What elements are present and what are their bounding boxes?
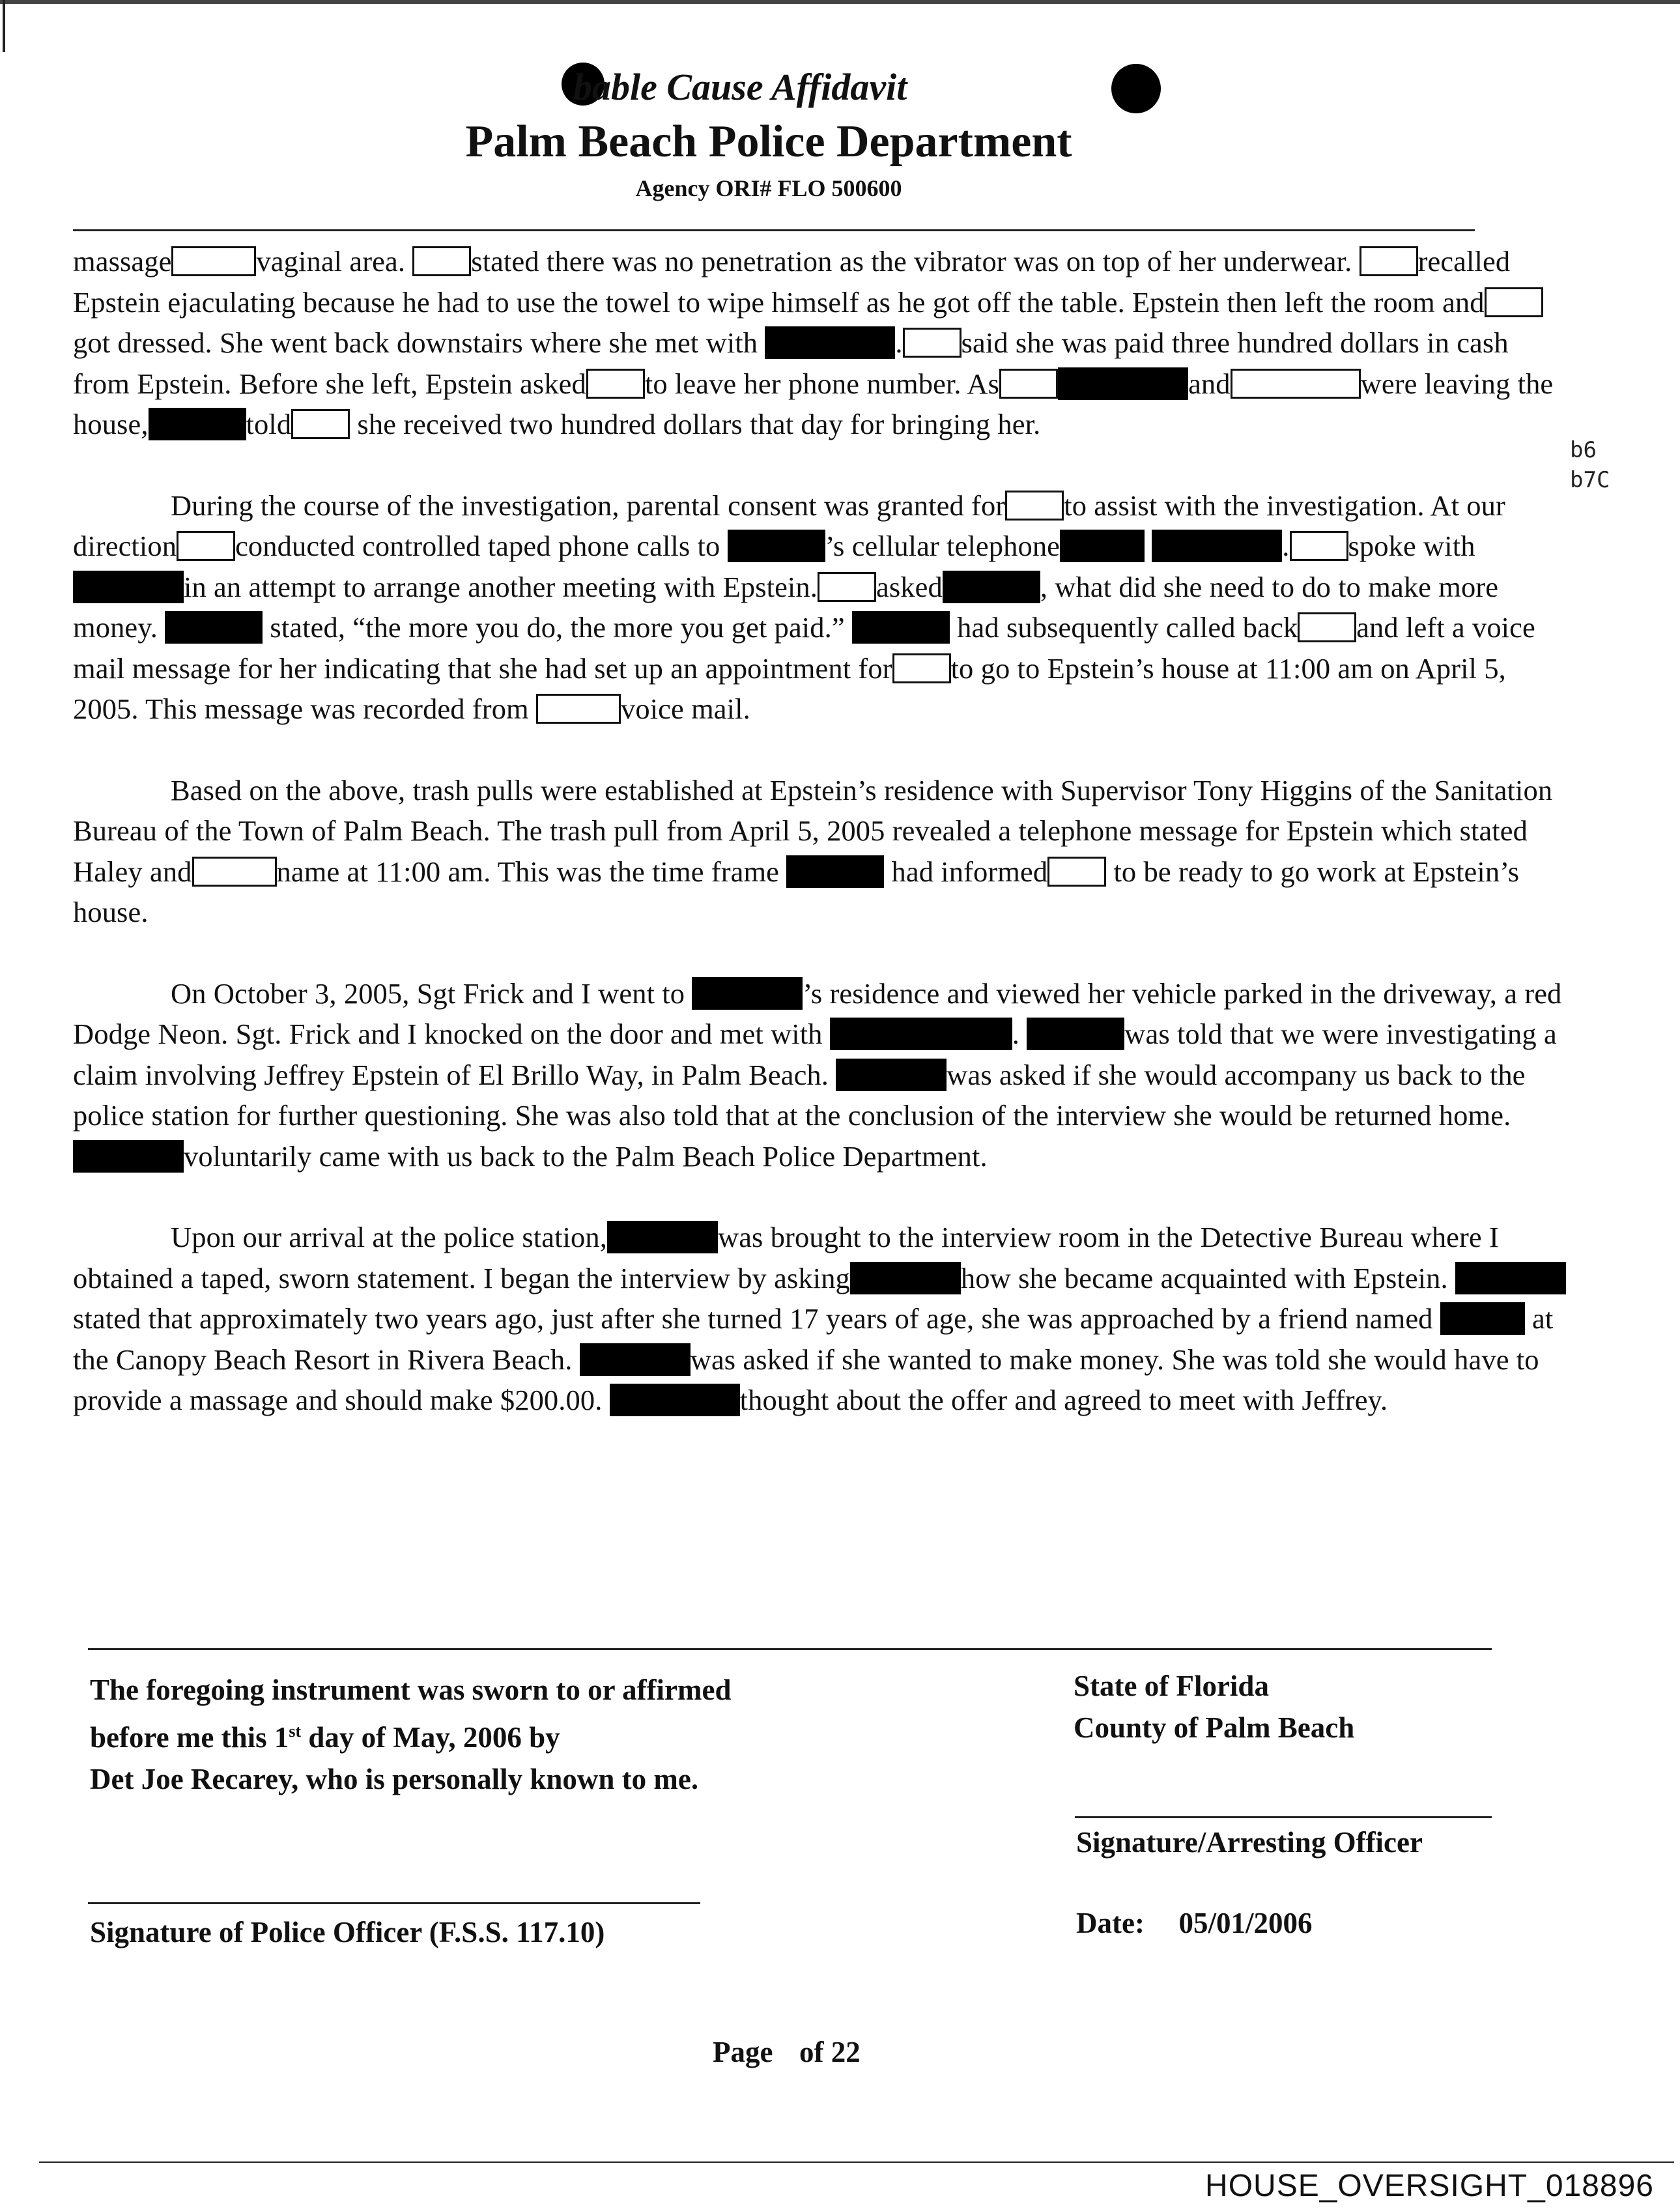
text-run: told — [246, 408, 292, 440]
arresting-officer-signature-label: Signature/Arresting Officer — [1076, 1826, 1423, 1859]
redaction-box — [1485, 287, 1543, 317]
text-run: . — [895, 326, 903, 359]
agency-ori: Agency ORI# FLO 500600 — [635, 175, 902, 201]
ordinal-suffix: st — [289, 1722, 302, 1741]
redaction-box — [1005, 491, 1064, 521]
text-run: Upon our arrival at the police station, — [171, 1221, 607, 1253]
redaction-box — [903, 328, 961, 358]
redaction-block — [607, 1221, 718, 1253]
redaction-block — [852, 611, 950, 644]
exemption-codes — [1570, 435, 1610, 495]
redaction-block — [830, 1018, 1012, 1050]
redaction-box — [171, 246, 256, 276]
header-rule — [73, 229, 1475, 231]
redaction-block — [149, 408, 246, 440]
redaction-box — [999, 369, 1058, 399]
redaction-block — [1060, 530, 1145, 562]
text-run: to be ready to go work at Epstein’s house. — [73, 855, 1520, 928]
page-of: of 22 — [799, 2036, 861, 2068]
affidavit-body — [73, 241, 1571, 1461]
redaction-block — [165, 611, 263, 644]
text-run: in an attempt to arrange another meeting with Epstein. — [184, 570, 818, 603]
redaction-block — [692, 977, 803, 1010]
text-run: got dressed. She went back downstairs where she met with — [73, 326, 758, 359]
department-name: Palm Beach Police Department — [465, 117, 1072, 167]
text-run: how she became acquainted with Epstein. — [960, 1261, 1448, 1294]
date-value: 05/01/2006 — [1178, 1907, 1313, 1939]
redaction-block — [1058, 367, 1188, 400]
redaction-block — [1440, 1302, 1525, 1335]
scan-top-edge — [0, 0, 1680, 4]
paragraph-1 — [73, 241, 1571, 445]
paragraph-2 — [73, 485, 1571, 730]
arresting-signature-line — [1075, 1816, 1492, 1818]
text-run: to assist with the investigation. At our direction — [73, 489, 1505, 562]
redaction-block — [580, 1343, 691, 1376]
redaction-block — [765, 326, 895, 359]
redaction-block — [728, 530, 825, 562]
bottom-rule — [39, 2161, 1674, 2163]
redaction-box — [1231, 369, 1361, 399]
date-field — [1076, 1902, 1532, 1944]
text-run: stated, “the more you do, the more you get paid.” — [270, 611, 845, 644]
jurisdiction — [1074, 1665, 1530, 1748]
text-run: was asked if she wanted to make money. She was told she would have to provide a massage and should make $200.00. — [73, 1343, 1539, 1416]
sworn-line-1: The foregoing instrument was sworn to or affirmed — [90, 1674, 732, 1706]
text-run: conducted controlled taped phone calls to — [235, 530, 720, 562]
redaction-block — [1455, 1262, 1566, 1294]
redaction-block — [1152, 530, 1282, 562]
redaction-box — [892, 653, 951, 683]
text-run: ’s cellular telephone — [825, 530, 1061, 562]
text-run: and left a voice mail message for her indicating that she had set up an appointment for — [73, 611, 1535, 685]
redaction-block — [836, 1059, 947, 1091]
redaction-box — [1360, 246, 1418, 276]
police-signature-line — [88, 1902, 700, 1904]
text-run: was told that we were investigating a claim involving Jeffrey Epstein of El Brillo Way, in Palm Beach. — [73, 1018, 1557, 1091]
paragraph-4 — [73, 973, 1571, 1177]
sworn-line-2b: day of May, 2006 by — [301, 1721, 560, 1754]
paragraph-5 — [73, 1217, 1571, 1421]
redaction-block — [786, 855, 884, 888]
redaction-box — [291, 409, 350, 439]
text-run: spoke with — [1348, 530, 1475, 562]
redaction-box — [1298, 612, 1356, 642]
redaction-box — [586, 369, 645, 399]
text-run: stated there was no penetration as the vibrator was on top of her underwear. — [471, 245, 1352, 278]
redaction-box — [1290, 531, 1348, 561]
text-run: . — [1282, 530, 1290, 562]
text-run: and — [1188, 367, 1231, 400]
affidavit-title: bable Cause Affidavit — [573, 66, 907, 108]
text-run: name at 11:00 am. This was the time frame — [276, 855, 780, 888]
text-run: ’s residence and viewed her vehicle parked in the driveway, a red Dodge Neon. Sgt. Frick and I knocked on the door and met with — [73, 977, 1562, 1050]
sworn-line-2a: before me this 1 — [90, 1721, 289, 1754]
page-number — [713, 2031, 1038, 2073]
text-run: vaginal area. — [256, 245, 406, 278]
sworn-line-3: Det Joe Recarey, who is personally known to me. — [90, 1763, 699, 1795]
text-run: had informed — [891, 855, 1048, 888]
page-label: Page — [713, 2036, 773, 2068]
footer-top-rule — [88, 1648, 1492, 1650]
text-run: thought about the offer and agreed to meet with Jeffrey. — [739, 1384, 1388, 1416]
county-label: County of Palm Beach — [1074, 1711, 1355, 1744]
redaction-block — [943, 571, 1040, 603]
redaction-block — [73, 1140, 184, 1173]
redaction-block — [1027, 1018, 1124, 1050]
bates-number: HOUSE_OVERSIGHT_018896 — [1205, 2169, 1654, 2203]
sworn-statement — [90, 1669, 937, 1800]
text-run: at the Canopy Beach Resort in Rivera Beach. — [73, 1302, 1554, 1376]
exemption-b6: b6 — [1570, 437, 1597, 463]
punch-hole-right — [1111, 64, 1161, 113]
text-run: was asked if she would accompany us back to the police station for further questioning. She was also told that at the conclusion of the interview she would be returned home. — [73, 1058, 1526, 1132]
text-run: had subsequently called back — [957, 611, 1298, 644]
redaction-box — [192, 857, 277, 887]
redaction-block — [73, 571, 184, 603]
text-run: was brought to the interview room in the Detective Bureau where I obtained a taped, sworn statement. I began the interview by asking — [73, 1221, 1499, 1294]
text-run: she received two hundred dollars that day for bringing her. — [357, 408, 1041, 440]
text-run: said she was paid three hundred dollars in cash from Epstein. Before she left, Epstein asked — [73, 326, 1509, 400]
text-run: were leaving the house, — [73, 367, 1554, 440]
redaction-block — [850, 1262, 961, 1294]
text-run: to leave her phone number. As — [644, 367, 1000, 400]
paragraph-3 — [73, 770, 1571, 933]
text-run: massage — [73, 245, 172, 278]
text-run: to go to Epstein’s house at 11:00 am on April 5, 2005. This message was recorded from — [73, 651, 1506, 725]
text-run: Based on the above, trash pulls were established at Epstein’s residence with Supervisor Tony Higgins of the Sanitation Bureau of the Town of Palm Beach. The trash pull from April 5, 2005 revealed a telephone message for Epstein which stated Haley and — [73, 773, 1553, 888]
text-run: , what did she need to do to make more money. — [73, 570, 1499, 644]
text-run: During the course of the investigation, parental consent was granted for — [171, 489, 1006, 522]
state-label: State of Florida — [1074, 1670, 1269, 1702]
redaction-block — [610, 1384, 740, 1416]
text-run: . — [1012, 1018, 1019, 1050]
redaction-box — [177, 531, 235, 561]
text-run: stated that approximately two years ago, just after she turned 17 years of age, she was approached by a friend named — [73, 1302, 1433, 1335]
text-run: recalled Epstein ejaculating because he had to use the towel to wipe himself as he got off the table. Epstein then left the room and — [73, 245, 1511, 319]
text-run: asked — [876, 570, 943, 603]
scan-left-edge — [3, 0, 5, 52]
exemption-b7c: b7C — [1570, 467, 1610, 493]
text-run: On October 3, 2005, Sgt Frick and I went to — [171, 977, 685, 1010]
sworn-line-2 — [90, 1711, 937, 1758]
text-run: voluntarily came with us back to the Palm Beach Police Department. — [184, 1139, 988, 1173]
police-officer-signature-label: Signature of Police Officer (F.S.S. 117.10) — [90, 1916, 605, 1948]
text-run: voice mail. — [621, 692, 750, 725]
redaction-box — [536, 694, 621, 724]
redaction-box — [412, 246, 471, 276]
redaction-box — [818, 572, 876, 602]
date-label: Date: — [1076, 1907, 1145, 1939]
redaction-box — [1047, 857, 1106, 887]
